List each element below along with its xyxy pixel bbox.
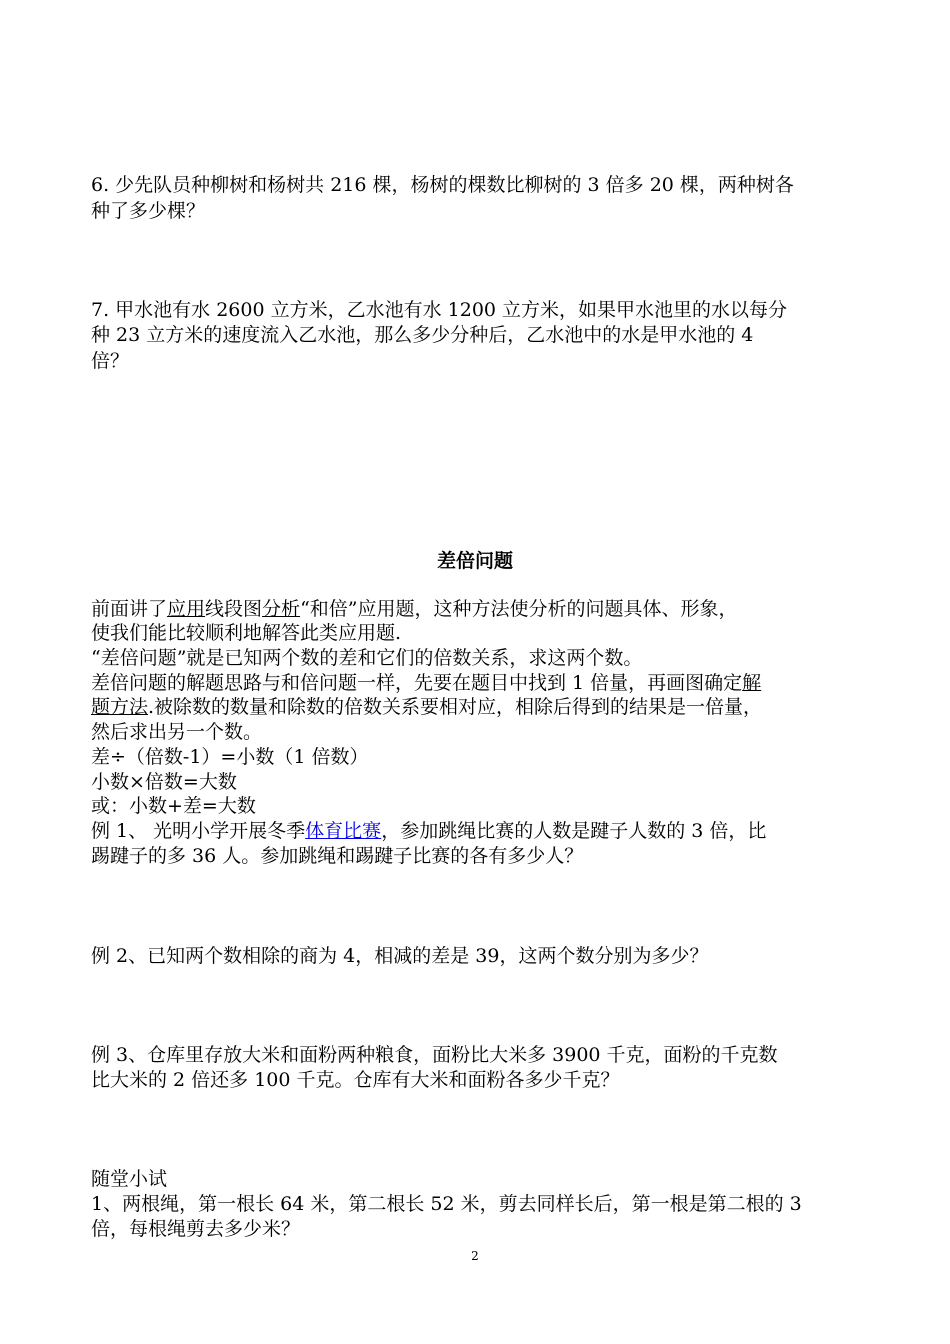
method-text: .被除数的数量和除数的倍数关系要相对应，相除后得到的结果是一倍量，	[148, 696, 763, 718]
example-1-line-2: 踢踺子的多 36 人。参加跳绳和踢踺子比赛的各有多少人？	[91, 845, 584, 867]
method-text: 差倍问题的解题思路与和倍问题一样，先要在题目中找到 1 倍量，再画图确定	[91, 672, 743, 694]
underlined-term: 解	[742, 672, 762, 694]
page-number: 2	[471, 1249, 479, 1263]
quiz-question-1-line-2: 倍，每根绳剪去多少米？	[91, 1218, 301, 1240]
question-7-line-1: 7. 甲水池有水 2600 立方米，乙水池有水 1200 立方米，如果甲水池里的水以每分	[91, 299, 788, 321]
formula-1: 差÷（倍数-1）=小数（1 倍数）	[91, 746, 369, 768]
section-title: 差倍问题	[436, 550, 513, 572]
formula-2: 小数×倍数=大数	[91, 771, 237, 793]
underlined-term: 应用	[167, 598, 206, 620]
underlined-term: 题方法	[91, 696, 149, 718]
question-7-line-2: 种 23 立方米的速度流入乙水池，那么多少分种后，乙水池中的水是甲水池的 4	[91, 324, 754, 346]
formula-3: 或：小数+差=大数	[91, 795, 256, 817]
example-2: 例 2、已知两个数相除的商为 4，相减的差是 39，这两个数分别为多少？	[91, 945, 709, 967]
method-line-2	[91, 695, 871, 719]
example-text: 例 1、 光明小学开展冬季	[91, 820, 306, 842]
example-text: ，参加跳绳比赛的人数是踺子人数的 3 倍，比	[381, 820, 767, 842]
intro-text: 线段图	[205, 598, 263, 620]
method-line-1	[91, 671, 871, 695]
example-1-line-1	[91, 819, 871, 843]
underlined-term: 分析	[262, 598, 301, 620]
definition-line: “差倍问题”就是已知两个数的差和它们的倍数关系，求这两个数。	[91, 647, 643, 669]
quiz-question-1-line-1: 1、两根绳，第一根长 64 米，第二根长 52 米，剪去同样长后，第一根是第二根的 3	[91, 1193, 802, 1215]
intro-text: “和倍”应用题，这种方法使分析的问题具体、形象，	[300, 598, 738, 620]
example-3-line-1: 例 3、仓库里存放大米和面粉两种粮食，面粉比大米多 3900 千克，面粉的千克数	[91, 1044, 778, 1066]
example-3-line-2: 比大米的 2 倍还多 100 千克。仓库有大米和面粉各多少千克？	[91, 1069, 620, 1091]
sports-competition-link[interactable]: 体育比赛	[305, 820, 382, 842]
question-6-line-2: 种了多少棵？	[91, 200, 206, 222]
intro-line-1	[91, 597, 871, 621]
intro-line-2: 使我们能比较顺利地解答此类应用题.	[91, 622, 402, 644]
quiz-heading: 随堂小试	[91, 1168, 168, 1190]
method-line-3: 然后求出另一个数。	[91, 721, 263, 743]
question-7-line-3: 倍？	[91, 350, 130, 372]
question-6-line-1: 6. 少先队员种柳树和杨树共 216 棵，杨树的棵数比柳树的 3 倍多 20 棵，两种树各	[91, 174, 794, 196]
intro-text: 前面讲了	[91, 598, 168, 620]
